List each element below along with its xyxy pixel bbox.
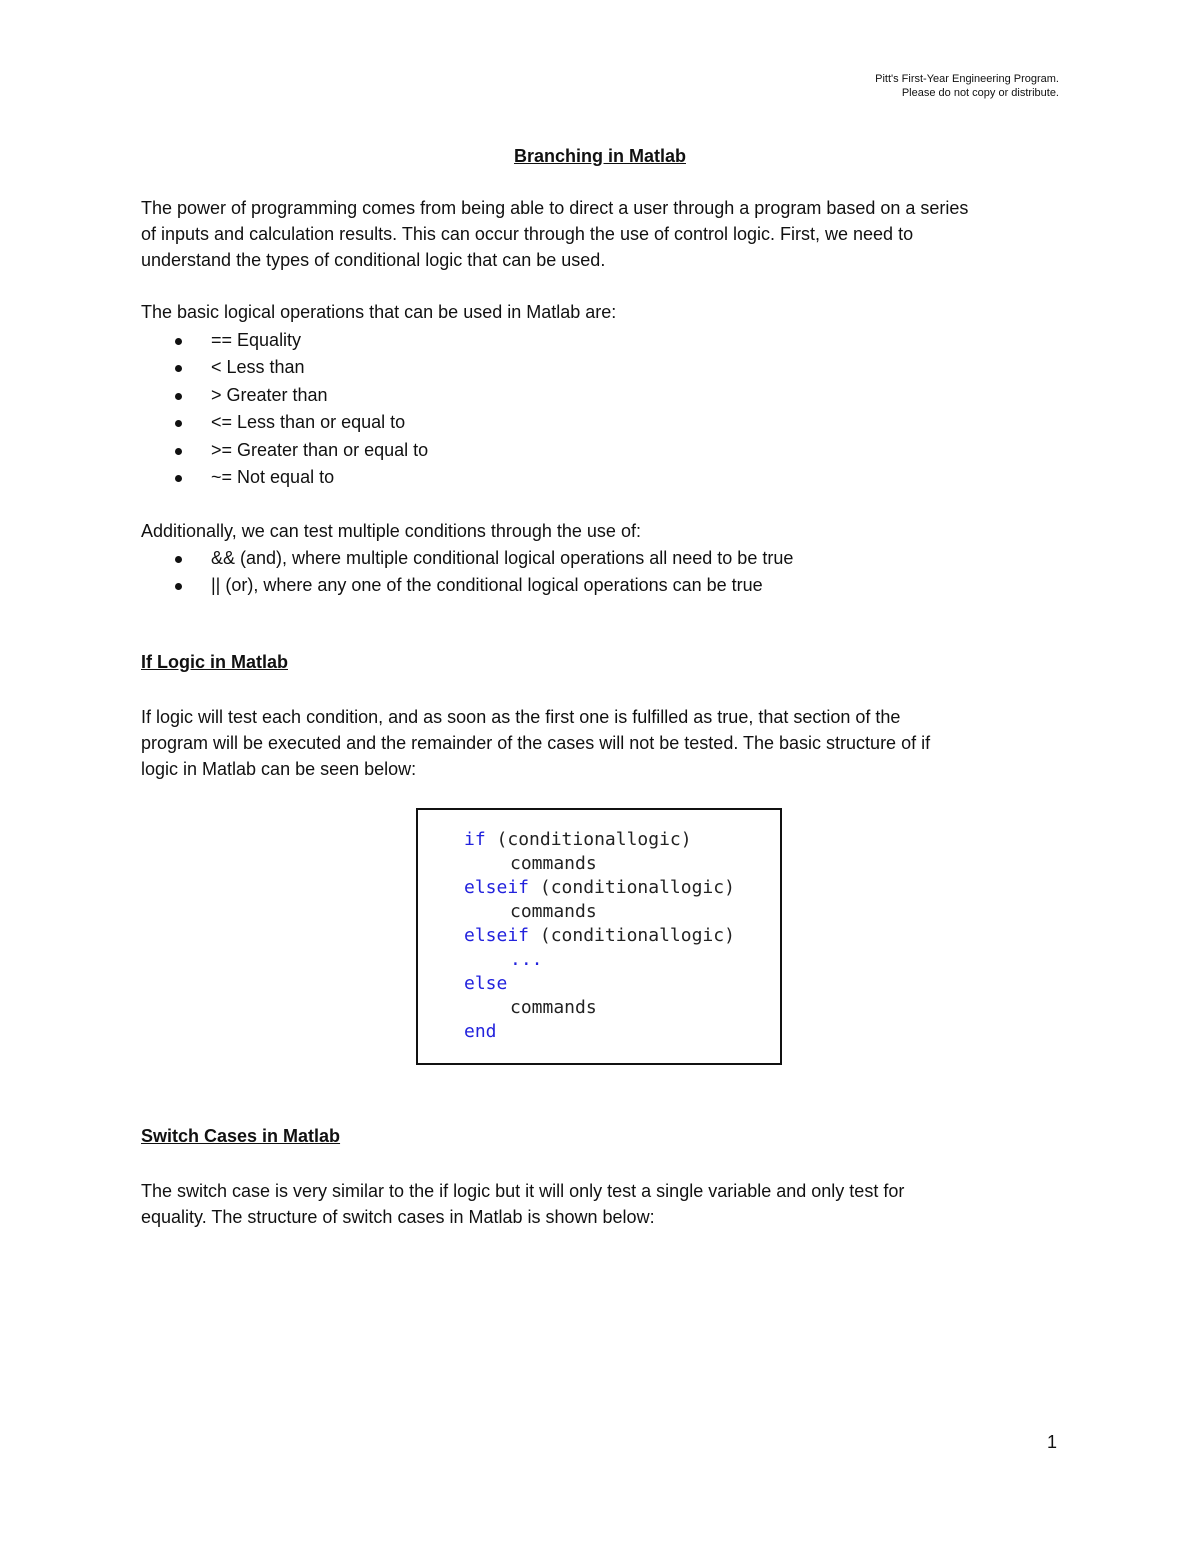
switch-cases-paragraph: [141, 1178, 1066, 1230]
switch-line-2: equality. The structure of switch cases in Matlab is shown below:: [141, 1207, 655, 1227]
bullet-icon: [175, 393, 182, 400]
intro-line-1: The power of programming comes from being able to direct a user through a program based on a series: [141, 198, 969, 218]
if-line-3: logic in Matlab can be seen below:: [141, 759, 417, 779]
multiple-lead: Additionally, we can test multiple conditions through the use of:: [141, 521, 641, 541]
list-item: && (and), where multiple conditional logical operations all need to be true: [141, 545, 1066, 572]
if-line-2: program will be executed and the remainder of the cases will not be tested. The basic structure of if: [141, 733, 931, 753]
intro-line-2: of inputs and calculation results. This can occur through the use of control logic. First, we need to: [141, 224, 914, 244]
if-logic-paragraph: [141, 704, 1066, 782]
code-condition: (conditionallogic): [496, 829, 692, 850]
bullet-icon: [175, 475, 182, 482]
switch-line-1: The switch case is very similar to the if logic but it will only test a single variable and only test for: [141, 1181, 905, 1201]
bullet-icon: [175, 448, 182, 455]
code-line-commands: commands: [510, 853, 597, 874]
if-structure-code-block: [416, 808, 782, 1065]
code-keyword: end: [464, 1021, 497, 1042]
switch-cases-heading: Switch Cases in Matlab: [141, 1126, 341, 1146]
if-line-1: If logic will test each condition, and as soon as the first one is fulfilled as true, that section of the: [141, 707, 901, 727]
list-item: || (or), where any one of the conditional logical operations can be true: [141, 572, 1066, 599]
header-line-1: Pitt's First-Year Engineering Program.: [875, 73, 1059, 85]
list-item: > Greater than: [141, 382, 1066, 409]
bullet-icon: [175, 420, 182, 427]
code-line-elseif: [464, 876, 735, 900]
code-line-end: [464, 1020, 497, 1044]
list-item: ~= Not equal to: [141, 464, 1066, 491]
code-keyword: elseif: [464, 925, 530, 946]
code-line-commands: commands: [510, 901, 597, 922]
bullet-icon: [175, 365, 182, 372]
list-item: < Less than: [141, 354, 1066, 381]
page-number: 1: [1046, 1432, 1057, 1452]
bullet-icon: [175, 583, 182, 590]
intro-paragraph: [141, 195, 1066, 273]
header-note: [875, 72, 1059, 100]
code-condition: (conditionallogic): [539, 925, 735, 946]
list-item: >= Greater than or equal to: [141, 437, 1066, 464]
intro-line-3: understand the types of conditional logic that can be used.: [141, 250, 606, 270]
header-line-2: Please do not copy or distribute.: [901, 87, 1059, 99]
code-line-if: [464, 828, 692, 852]
operations-list: [141, 327, 1066, 491]
bullet-icon: [175, 338, 182, 345]
code-keyword: else: [464, 973, 508, 994]
code-line-elseif: [464, 924, 735, 948]
multiple-conditions-list: [141, 545, 1066, 600]
document-title: Branching in Matlab: [513, 146, 686, 166]
code-condition: (conditionallogic): [539, 877, 735, 898]
code-keyword: if: [464, 829, 486, 850]
code-line-else: [464, 972, 507, 996]
code-keyword: elseif: [464, 877, 530, 898]
code-line-ellipsis: ...: [510, 949, 543, 970]
list-item: == Equality: [141, 327, 1066, 354]
operations-lead: The basic logical operations that can be used in Matlab are:: [141, 302, 617, 322]
if-logic-heading: If Logic in Matlab: [141, 652, 288, 672]
code-line-commands: commands: [510, 997, 597, 1018]
list-item: <= Less than or equal to: [141, 409, 1066, 436]
bullet-icon: [175, 556, 182, 563]
